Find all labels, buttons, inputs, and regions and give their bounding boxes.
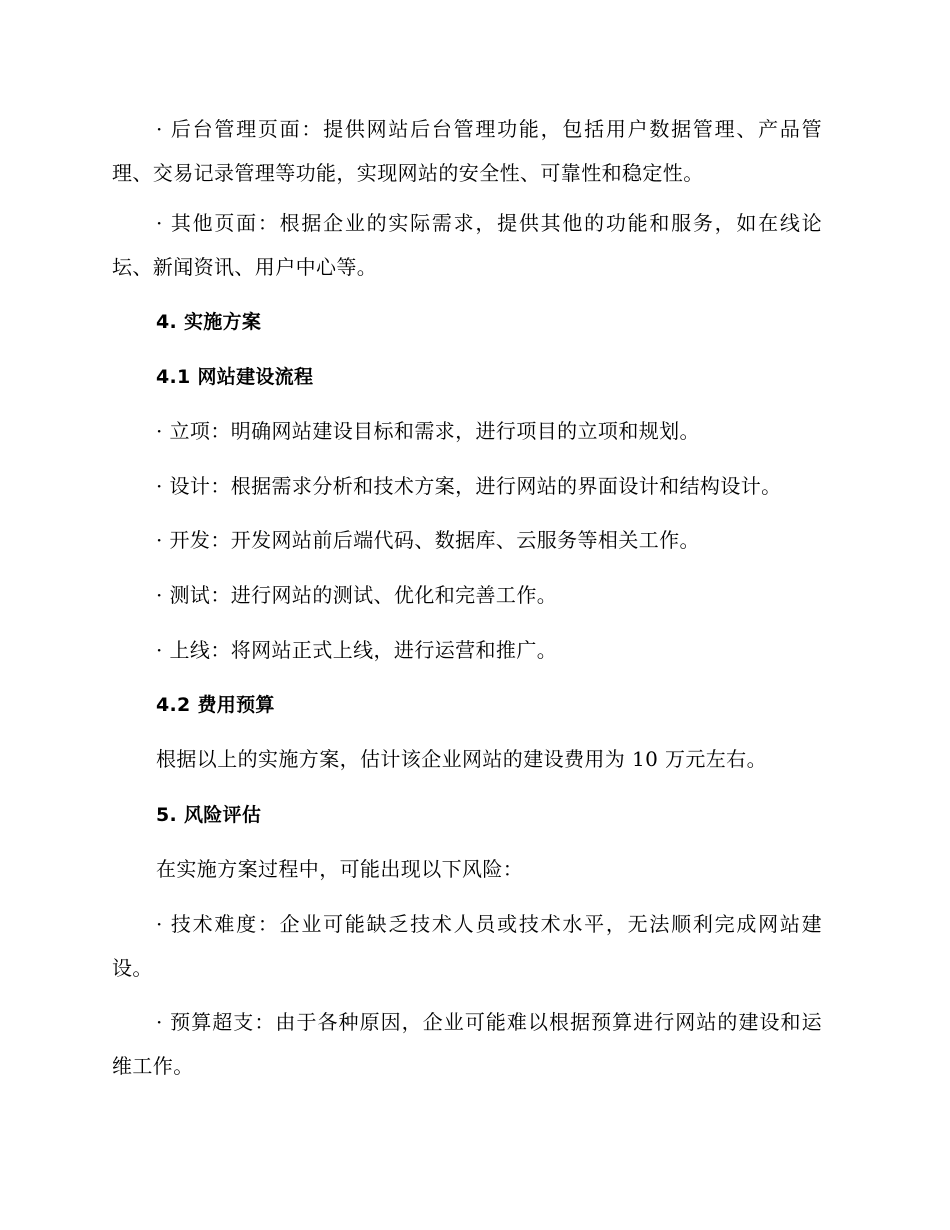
paragraph-testing: · 测试：进行网站的测试、优化和完善工作。 [156,583,558,607]
paragraph-budget-risk: · 预算超支：由于各种原因，企业可能难以根据预算进行网站的建设和运维工作。 [112,1010,822,1078]
section-heading-implementation: 4. 实施方案 [156,311,262,333]
paragraph-backend-pages: · 后台管理页面：提供网站后台管理功能，包括用户数据管理、产品管理、交易记录管理等功能，实现网站的安全性、可靠性和稳定性。 [112,117,822,185]
subsection-heading-build-process: 4.1 网站建设流程 [156,366,314,388]
paragraph-budget: 根据以上的实施方案，估计该企业网站的建设费用为 10 万元左右。 [156,747,767,771]
paragraph-technical-risk: · 技术难度：企业可能缺乏技术人员或技术水平，无法顺利完成网站建设。 [112,912,822,980]
subsection-heading-budget: 4.2 费用预算 [156,694,275,716]
paragraph-design: · 设计：根据需求分析和技术方案，进行网站的界面设计和结构设计。 [156,474,782,498]
paragraph-project-initiation: · 立项：明确网站建设目标和需求，进行项目的立项和规划。 [156,419,700,443]
paragraph-launch: · 上线：将网站正式上线，进行运营和推广。 [156,638,558,662]
paragraph-development: · 开发：开发网站前后端代码、数据库、云服务等相关工作。 [156,528,700,552]
paragraph-other-pages: · 其他页面：根据企业的实际需求，提供其他的功能和服务，如在线论坛、新闻资讯、用户中心等。 [112,211,822,279]
paragraph-risk-intro: 在实施方案过程中，可能出现以下风险： [156,857,524,881]
section-heading-risk-assessment: 5. 风险评估 [156,804,262,826]
